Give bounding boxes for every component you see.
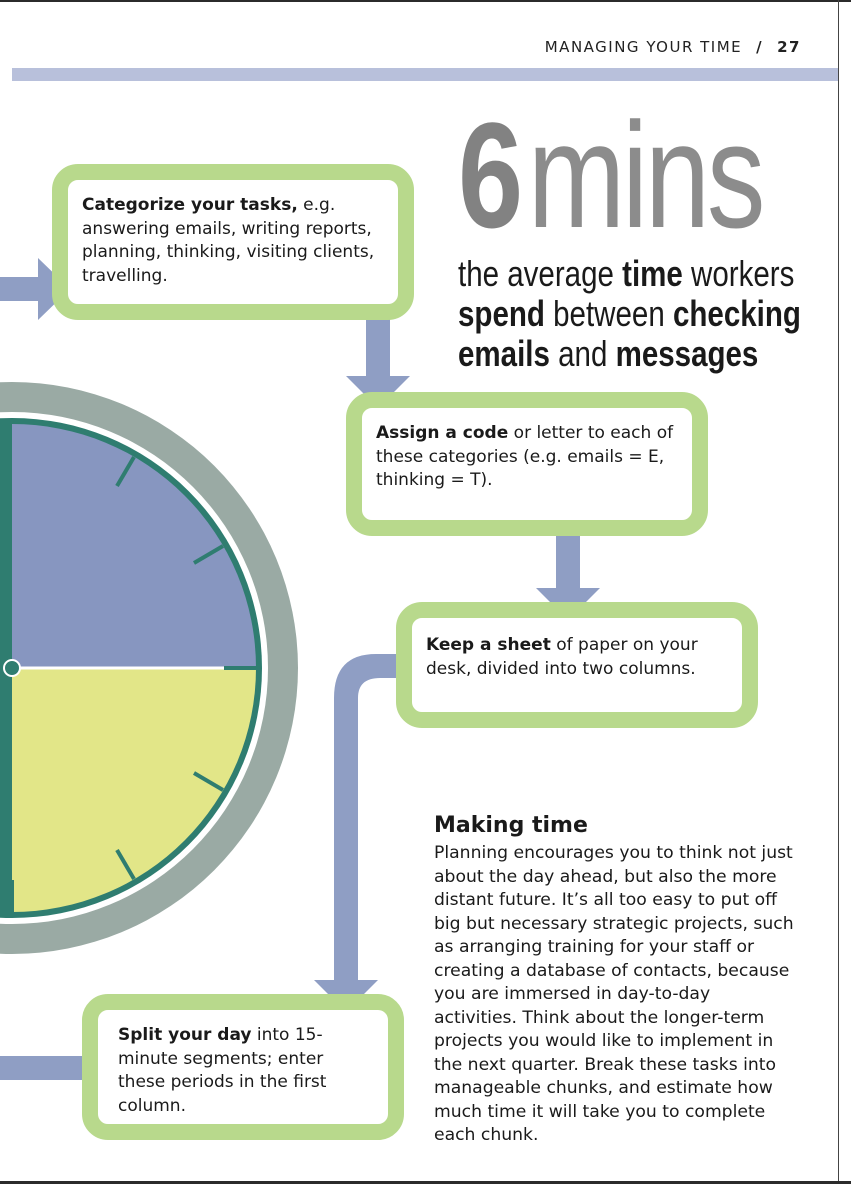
stat-caption [458, 254, 802, 374]
step-box-split-day [82, 994, 404, 1140]
step-bold-lead: Keep a sheet [426, 635, 551, 655]
step-box-keep-sheet [396, 602, 758, 728]
section-title: MANAGING YOUR TIME [544, 38, 743, 56]
caption-text: between [544, 293, 673, 334]
making-time-section [434, 812, 794, 1148]
step-text: of paper on your desk, divided into two columns. [426, 635, 698, 679]
step-text: or letter to each of these categories (e.g. emails = E, thinking = T). [376, 423, 674, 490]
stat-figure [458, 91, 763, 259]
arrow-in-shaft [0, 277, 44, 301]
stat-unit: mins [527, 91, 763, 259]
caption-bold: spend [458, 293, 545, 334]
caption-bold: time [622, 253, 683, 294]
clock-center [4, 660, 20, 676]
step-bold-lead: Assign a code [376, 423, 509, 443]
arrow-2-shaft [556, 534, 580, 592]
caption-bold: messages [615, 333, 759, 374]
arrow-out-shaft [0, 1056, 86, 1080]
clock-illustration [0, 382, 298, 954]
step-box-categorize [52, 164, 414, 320]
stat-number: 6 [458, 91, 520, 259]
caption-text: workers [682, 253, 795, 294]
caption-bold: checking emails [458, 293, 801, 374]
arrow-1-shaft [366, 318, 390, 380]
arrow-3-shaft [334, 654, 402, 982]
step-text: e.g. answering emails, writing reports, planning, thinking, visiting clients, travelling. [82, 195, 375, 286]
step-bold-lead: Categorize your tasks, [82, 195, 298, 215]
header-separator: / [756, 38, 764, 56]
step-bold-lead: Split your day [118, 1025, 252, 1045]
caption-text: the average [458, 253, 623, 294]
step-box-assign-code [346, 392, 708, 536]
section-heading: Making time [434, 813, 588, 838]
section-body: Planning encourages you to think not just about the day ahead, but also the more distant future. It’s all too easy to put off big but necessary strategic projects, such as arranging training for your staff or creating a database of contacts, because you are immersed in day-to-day activities. Think about the longer-term projects you would like to implement in the next quarter. Break these tasks into manageable chunks, and estimate how much time it will take you to complete each chunk. [434, 843, 794, 1145]
page-number: 27 [777, 38, 801, 56]
step-text: into 15-minute segments; enter these periods in the first column. [118, 1025, 327, 1116]
caption-text: and [549, 333, 616, 374]
